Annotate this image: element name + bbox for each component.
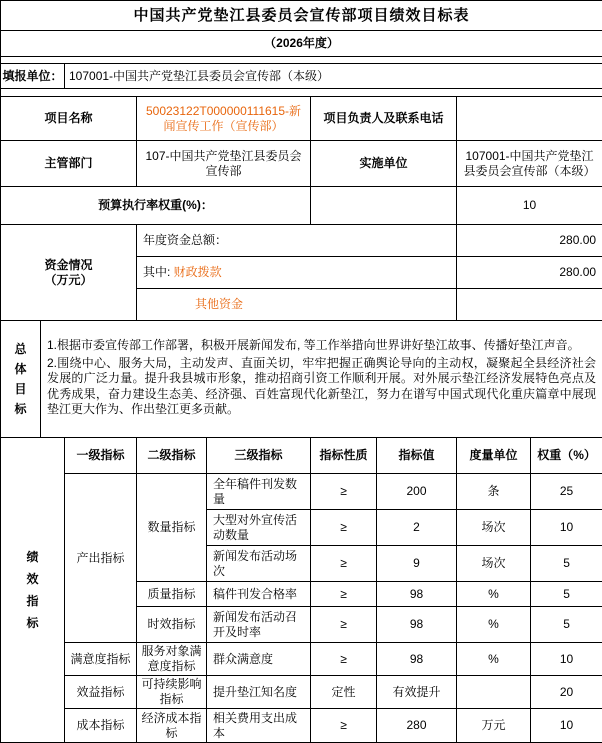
indicator-weight: 25 <box>531 474 602 510</box>
indicator-weight: 10 <box>531 643 602 676</box>
indicator-level3: 大型对外宣传活动数量 <box>207 510 311 546</box>
indicator-level3: 全年稿件刊发数量 <box>207 474 311 510</box>
indicator-nature: 定性 <box>311 676 377 709</box>
indicator-level1: 产出指标 <box>65 474 137 643</box>
implementing-unit-label: 实施单位 <box>311 141 457 187</box>
indicator-level3: 相关费用支出成本 <box>207 709 311 743</box>
indicator-level3: 新闻发布活动场次 <box>207 546 311 582</box>
indicator-level1: 成本指标 <box>65 709 137 743</box>
indicator-unit: 场次 <box>457 510 531 546</box>
funds-fiscal-label <box>137 257 457 289</box>
department-label: 主管部门 <box>1 141 137 187</box>
funds-section-label <box>1 225 137 321</box>
indicator-weight: 10 <box>531 510 602 546</box>
funds-fiscal-value: 280.00 <box>457 257 602 289</box>
funds-other-value <box>457 289 602 321</box>
indicator-nature: ≥ <box>311 546 377 582</box>
indicator-weight: 5 <box>531 546 602 582</box>
budget-rate-value: 10 <box>457 187 602 225</box>
funds-other-name: 其他资金 <box>195 297 243 311</box>
page-title: 中国共产党垫江县委员会宣传部项目绩效目标表 <box>1 1 602 31</box>
indicator-unit: % <box>457 582 531 607</box>
project-leader-label: 项目负责人及联系电话 <box>311 97 457 141</box>
col-header-nature: 指标性质 <box>311 438 377 474</box>
budget-rate-label: 预算执行率权重(%)： <box>1 187 311 225</box>
indicator-nature: ≥ <box>311 643 377 676</box>
indicator-unit: 条 <box>457 474 531 510</box>
indicator-level2: 可持续影响指标 <box>137 676 207 709</box>
goal-paragraph-2: 2.围绕中心、服务大局，主动发声、直面关切，牢牢把握正确舆论导向的主动权，凝聚起全县经济社会发展的广泛力量。提升我县城市形象，推动招商引资工作顺利开展。对外展示垫江经济发展特色亮点及优秀成果，奋力建设生态美、经济强、百姓富现代化新垫江，努力在谱写中国式现代化重庆篇章中展现垫江更大作为、作出垫江更多贡献。 <box>47 356 596 418</box>
indicator-level3: 群众满意度 <box>207 643 311 676</box>
indicator-row <box>1 474 602 510</box>
indicators-section-label <box>1 438 65 743</box>
indicator-weight: 5 <box>531 607 602 643</box>
goal-section-label-text: 总体目标 <box>14 339 28 419</box>
project-name-label: 项目名称 <box>1 97 137 141</box>
col-header-value: 指标值 <box>377 438 457 474</box>
indicator-value: 98 <box>377 582 457 607</box>
indicator-level1: 效益指标 <box>65 676 137 709</box>
indicator-unit: 万元 <box>457 709 531 743</box>
funds-total-name: 年度资金总额： <box>143 233 227 247</box>
indicator-weight: 10 <box>531 709 602 743</box>
indicator-nature: ≥ <box>311 510 377 546</box>
indicator-weight: 20 <box>531 676 602 709</box>
indicator-value: 280 <box>377 709 457 743</box>
indicators-section-label-text: 绩效指标 <box>26 546 40 634</box>
funds-other-label <box>137 289 457 321</box>
indicator-nature: ≥ <box>311 709 377 743</box>
indicator-level2: 经济成本指标 <box>137 709 207 743</box>
spacer-row <box>1 57 602 64</box>
indicator-value: 9 <box>377 546 457 582</box>
col-header-unit: 度量单位 <box>457 438 531 474</box>
indicator-level2: 数量指标 <box>137 474 207 582</box>
funds-total-label <box>137 225 457 257</box>
spacer-row <box>1 89 602 97</box>
goal-text-cell <box>41 321 602 438</box>
indicator-weight: 5 <box>531 582 602 607</box>
col-header-level3: 三级指标 <box>207 438 311 474</box>
indicator-level1: 满意度指标 <box>65 643 137 676</box>
col-header-level1: 一级指标 <box>65 438 137 474</box>
indicator-row <box>1 643 602 676</box>
year-label: （2026年度） <box>1 31 602 57</box>
col-header-level2: 二级指标 <box>137 438 207 474</box>
reporting-unit-label: 填报单位： <box>1 64 65 89</box>
indicator-row <box>1 676 602 709</box>
goal-section-label <box>1 321 41 438</box>
indicator-unit: % <box>457 607 531 643</box>
funds-total-value: 280.00 <box>457 225 602 257</box>
col-header-weight: 权重（%） <box>531 438 602 474</box>
indicator-level2: 质量指标 <box>137 582 207 607</box>
goal-paragraph-1: 1.根据市委宣传部工作部署，积极开展新闻发布, 等工作举措向世界讲好垫江故事、传播好垫江声音。 <box>47 338 596 354</box>
indicator-value: 2 <box>377 510 457 546</box>
funds-fiscal-prefix: 其中: <box>143 265 174 279</box>
indicator-nature: ≥ <box>311 607 377 643</box>
indicator-unit <box>457 676 531 709</box>
project-leader-value <box>457 97 602 141</box>
indicator-nature: ≥ <box>311 474 377 510</box>
indicator-level3: 新闻发布活动召开及时率 <box>207 607 311 643</box>
implementing-unit-value: 107001-中国共产党垫江县委员会宣传部（本级） <box>457 141 602 187</box>
indicator-unit: % <box>457 643 531 676</box>
indicator-value: 98 <box>377 607 457 643</box>
project-name-value: 50023122T000000111615-新闻宣传工作（宣传部） <box>137 97 311 141</box>
indicator-level3: 稿件刊发合格率 <box>207 582 311 607</box>
budget-rate-spacer <box>311 187 457 225</box>
indicator-level2: 时效指标 <box>137 607 207 643</box>
indicator-level2: 服务对象满意度指标 <box>137 643 207 676</box>
funds-fiscal-name: 财政拨款 <box>174 265 222 279</box>
indicator-value: 98 <box>377 643 457 676</box>
department-value: 107-中国共产党垫江县委员会宣传部 <box>137 141 311 187</box>
indicator-value: 有效提升 <box>377 676 457 709</box>
funds-section-label-text: 资金情况（万元） <box>40 258 98 288</box>
indicator-level3: 提升垫江知名度 <box>207 676 311 709</box>
indicator-row <box>1 709 602 743</box>
indicator-value: 200 <box>377 474 457 510</box>
indicator-unit: 场次 <box>457 546 531 582</box>
reporting-unit-value: 107001-中国共产党垫江县委员会宣传部（本级） <box>65 64 602 89</box>
indicator-nature: ≥ <box>311 582 377 607</box>
